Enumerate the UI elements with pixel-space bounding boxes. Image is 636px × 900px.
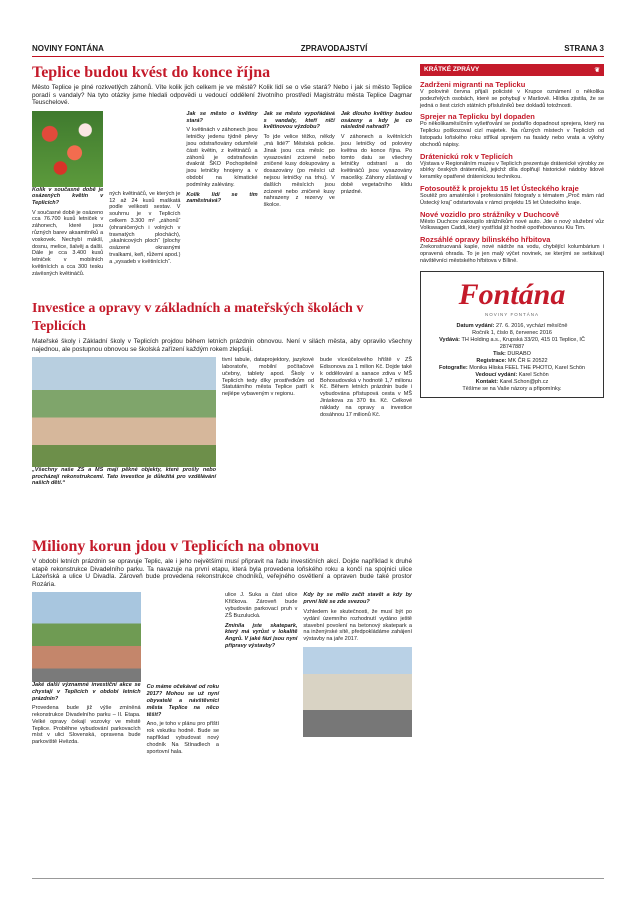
article-col [320,357,412,490]
news-text: V polovině června přijali policisté v Krupce oznámení o několika podezřelých osobách, které se pohybují v Maršově. Hlídka zjistila, že se jedná o šest cizích státních příslušníků bez dokladů totožnosti. [420,89,604,109]
col-text: tivní tabule, dataprojektory, jazykové laboratoře, mobilní počítačové učebny, tablety apod. Školy v Teplicích tedy díky prostředkům od Statutárního města Teplice patří k nejlépe vybaveným v regionu. [222,357,314,398]
question: Co máme očekávat od roku 2017? Mohou se už nyní obyvatelé a návštěvníci města Teplice na něco těšit? [146,684,219,718]
news-title: Zadrženi migranti na Teplicku [420,80,526,89]
article-flowers [32,64,412,294]
col-text: V záhonech a květnících jsou letničky od poloviny května do konce října. Po tomto datu se všechny letničky odstraní a do květináčů jsou vysazovány macešky. Záhony zůstávají v době vegetačního klidu prázdné. [340,134,412,195]
news-text: Výstava v Regionálním muzeu v Teplicích prezentuje drátenické výrobky ze sbírky českých drátenníků, jejichž díla doplňují historické nádoby lidové keramiky opatřené drátenickou technikou. [420,160,604,181]
main-column [32,64,412,878]
park-photo [32,592,141,682]
sidebar-head [420,64,604,76]
page-footer [32,878,604,886]
col-text: ulice J. Suka a část ulice Křičkova. Zároveň bude vybudován parkovací pruh v ZŠ Buzulucká. [225,592,298,619]
flats-photo [303,647,412,737]
news-title: Rozsáhlé opravy bílinského hřbitova [420,235,551,245]
article-col [225,592,297,758]
article-title: Miliony korun jdou v Teplicích na obnovu [32,538,320,555]
impressum [427,323,597,393]
article-col [32,111,103,281]
article-col [32,592,141,758]
question: Jak dlouho květiny budou osázeny a kdy je co následně nahradí? [340,110,412,131]
question: Jak se město o květiny stará? [186,110,258,124]
school-photo [32,357,216,467]
article-col [303,592,412,758]
question: Jak se město vypořádává s vandaly, kteří ničí květinovou výzdobu? [263,110,335,131]
fontana-mark-icon: ❦ [594,67,600,74]
article-col [109,111,180,281]
article-title: Teplice budou kvést do konce října [32,64,271,81]
photo-caption: Kolik v současné době je osázených květin v Teplicích? [32,186,104,206]
article-lead: Město Teplice je plné rozkvetlých záhonů. Víte kolik jich celkem je ve městě? Kolik lidí se o vše stará? Nebo i jak si město Teplice poradí s vandaly? Na tyto otázky jsme hledali odpovědi u vedoucí oddělení životního prostředí Magistrátu města Teplice Dagmar Teuschelové. [32,84,412,107]
col-text: V současné době je osázeno cca 76.700 kusů letniček v záhonech, které jsou různých barev aksamitníků a voskovek. Nechybí mákšl, dosnu, melice, šalvěj a dalši. Dále je cca 3.400 kusů letniček v mobilních květinících a cca 300 tesku závěsných květináčů. [32,209,104,277]
logo-subtitle: NOVINY FONTÁNA [485,311,539,317]
header-rule [32,56,604,57]
section-name: ZPRAVODAJSTVÍ [300,43,368,53]
article-schools [32,300,412,532]
col-text: V květinách v záhonech jsou letničky jedenu týdně plevy jsou odstraňovány odumřelé části květin, z květináčů a záhonů je odstraňován dvakrát ŠKO Pochopitelně jsou letničky hnojeny a v období na kímatické podmínky zalévány. [186,127,258,188]
fontana-logo: Fontána [458,277,566,311]
article-col [222,357,314,490]
impressum-line: Tisk: DURABO [493,350,531,357]
col-text: Vzhledem ke skutečnosti, že musí být po vydání územního rozhodnutí vydáno ještě stavební povolení na betonový skatepark a na inženýrské sítě, předpokládáme zahájení výstavby na jaře 2017. [303,608,412,643]
impressum-line: Ročník 1, číslo 8, červenec 2016 [472,329,552,336]
article-lead: Mateřské školy i Základní školy v Teplicích projdou během letních prázdnin obnovou. Není v silách města, aby opravilo všechny najednou, ale postupnou obnovou se školská zařízení každým rokem zlepšují. [32,338,412,353]
page-number: STRANA 3 [564,43,604,53]
page-header [32,40,604,56]
impressum-line: Vedoucí vydání: Karel Schön [475,371,549,378]
impressum-line: Těšíme se na Vaše názory a připomínky. [462,385,562,392]
question: Kolik lidí se tím zaměstnává? [186,191,258,205]
question: Kdy by se mělo začít stavět a kdy by první lidé se zde svezou? [303,592,412,606]
news-text: Město Duchcov zakoupilo strážníkům nové auto. Jde o nový služební vůz Volkswagen Caddi, který vystřídal již hodně opotřebovanou Kiu Tim. [420,218,604,232]
article-investments [32,538,412,878]
sidebar-label: KRÁTKÉ ZPRÁVY [424,66,480,73]
impressum-line: Vydává: TH Holding a.s., Krupská 33/20, 415 01 Teplice, IČ 28747887 [439,336,585,350]
article-col [264,111,335,281]
flower-photo [32,111,103,187]
news-title: Fotosoutěž k projektu 15 let Ústeckého kraje [420,183,579,193]
photo-caption: Jaké další významné investiční akce se chystají v Teplicích v období letních prázdnin? [32,682,141,702]
impressum-line: Registrace: MK ČR E 20522 [476,357,548,364]
article-col [32,357,216,490]
article-col [147,592,219,758]
impressum-line: Datum vydání: 27. 6. 2016, vychází měsíčně [456,322,568,329]
col-text: To jde velice těžko, někdy „má lidé?“ Městská policie. Jinak jsou cca měsíc po vysazování zcizené nebo zničené kusy dokupovány a dosazovány (po měsíci už nejsou letničky na trhu). V dalších měsících jsou zcizené nebo zničené kusy nahrazeny z rezervy ve školce. [263,134,335,209]
news-text: Zrekonstruovaná kaple, nové nádrže na vodu, chybějící kolumbárium i opravená ohrada. To je jen malý výčet novinek, se kterými se setkávají návštěvníci městského hřbitova v Bílině. [420,244,604,264]
news-text: Soutěž pro amatérské i profesionální fotografy s tématem „Proč mám rád Ústecký kraj“ odstartovala v rámci projektu 15 let Ústeckého kraje. [420,192,604,206]
article-col [186,111,257,281]
photo-caption: „Všechny naše ZŠ a MŠ mají pěkné objekty, které prošly nebo procházejí rekonstrukcemi. Tato investice je důležitá pro vzdělávání našich dětí.“ [32,467,216,487]
question: Zmínila jste skatepark, který má vyrůst v lokalitě Angrů. V jaké fázi jsou nyní přípravy výstavby? [225,622,298,649]
sidebar [420,64,604,398]
news-text: Po několikaměsíčním vyšetřování se podařilo dopadnout sprejera, který na Teplicku poškozoval cizí majetek. Na různých místech v Teplicích od listopadu loňského roku stříkal sprejem na fasády nebo vrata a výlohy obchodů nápisy. [420,121,604,148]
article-col [341,111,412,281]
news-list [420,80,604,265]
col-text: Ano, je toho v plánu pro příští rok vskutku hodně. Bude se například vybudovat nový chodník Na Stínadlech a sportovní hala. [146,721,219,755]
news-title: Sprejer na Teplicku byl dopaden [420,112,535,122]
article-lead: V období letních prázdnin se opravuje Teplic, ale i jeho největšími musí připravit na řadu investičních akcí. Dojde například k druhé etapě rekonstrukce Divadelního parku. Ta navazuje na první etapu, která byla provedena loňského roku a končí na spojnici ulice Lázeňská a ulice U Divadla. Zároveň bude provedena rekonstrukce chodníků, veřejného osvětlení a opraven bude také prostor Rozária. [32,558,412,588]
article-title: Investice a opravy v základních a mateřských školách v Teplicích [32,301,364,334]
col-text: Provedena bude již výše zmíněná rekonstrukce Divadelního parku – II. Etapa. Velké opravy čekají vozovky ve městě Teplice. Proběhne vybudování parkovacích míst v ulici Slovenská, opravena bude parkoviště Hvězda. [32,705,141,746]
col-text: ných květináčů, ve kterých je 12 až 24 kusů maškatá podle velikosti sestav. V souhrnu je v Teplicích celkem 3.300 m² „záhonů“ (ohraničených i volných v travnatých plochách), „skalnicových ploch“ (plochy osázené okrasnými trvalkami, keři, růžemi apod.) a „vysadeb v květinících“. [109,190,181,265]
col-text: bude víceúčelového hřiště v ZŠ Edisonova za 1 milion Kč. Dojde také k oddělování a sanace zdiva v MŠ Bohosudovská v hodnotě 1,7 milionu Kč. Během letních prázdnin bude i vybudována přístupová cesta v MŠ Jiráskova za 370 tis. Kč. Celkové náklady na opravy a investice dosáhnou 17 milionů Kč. [320,357,412,418]
impressum-line: Fotografie: Monika Hliska FEEL THE PHOTO, Karel Schön [439,364,585,371]
impressum-box [420,271,604,398]
news-title: Nové vozidlo pro strážníky v Duchcově [420,209,560,219]
news-title: Drátenickú rok v Teplicích [420,151,513,161]
impressum-line: Kontakt: Karel.Schon@ph.cz [475,378,549,385]
paper-name: NOVINY FONTÁNA [32,43,104,53]
